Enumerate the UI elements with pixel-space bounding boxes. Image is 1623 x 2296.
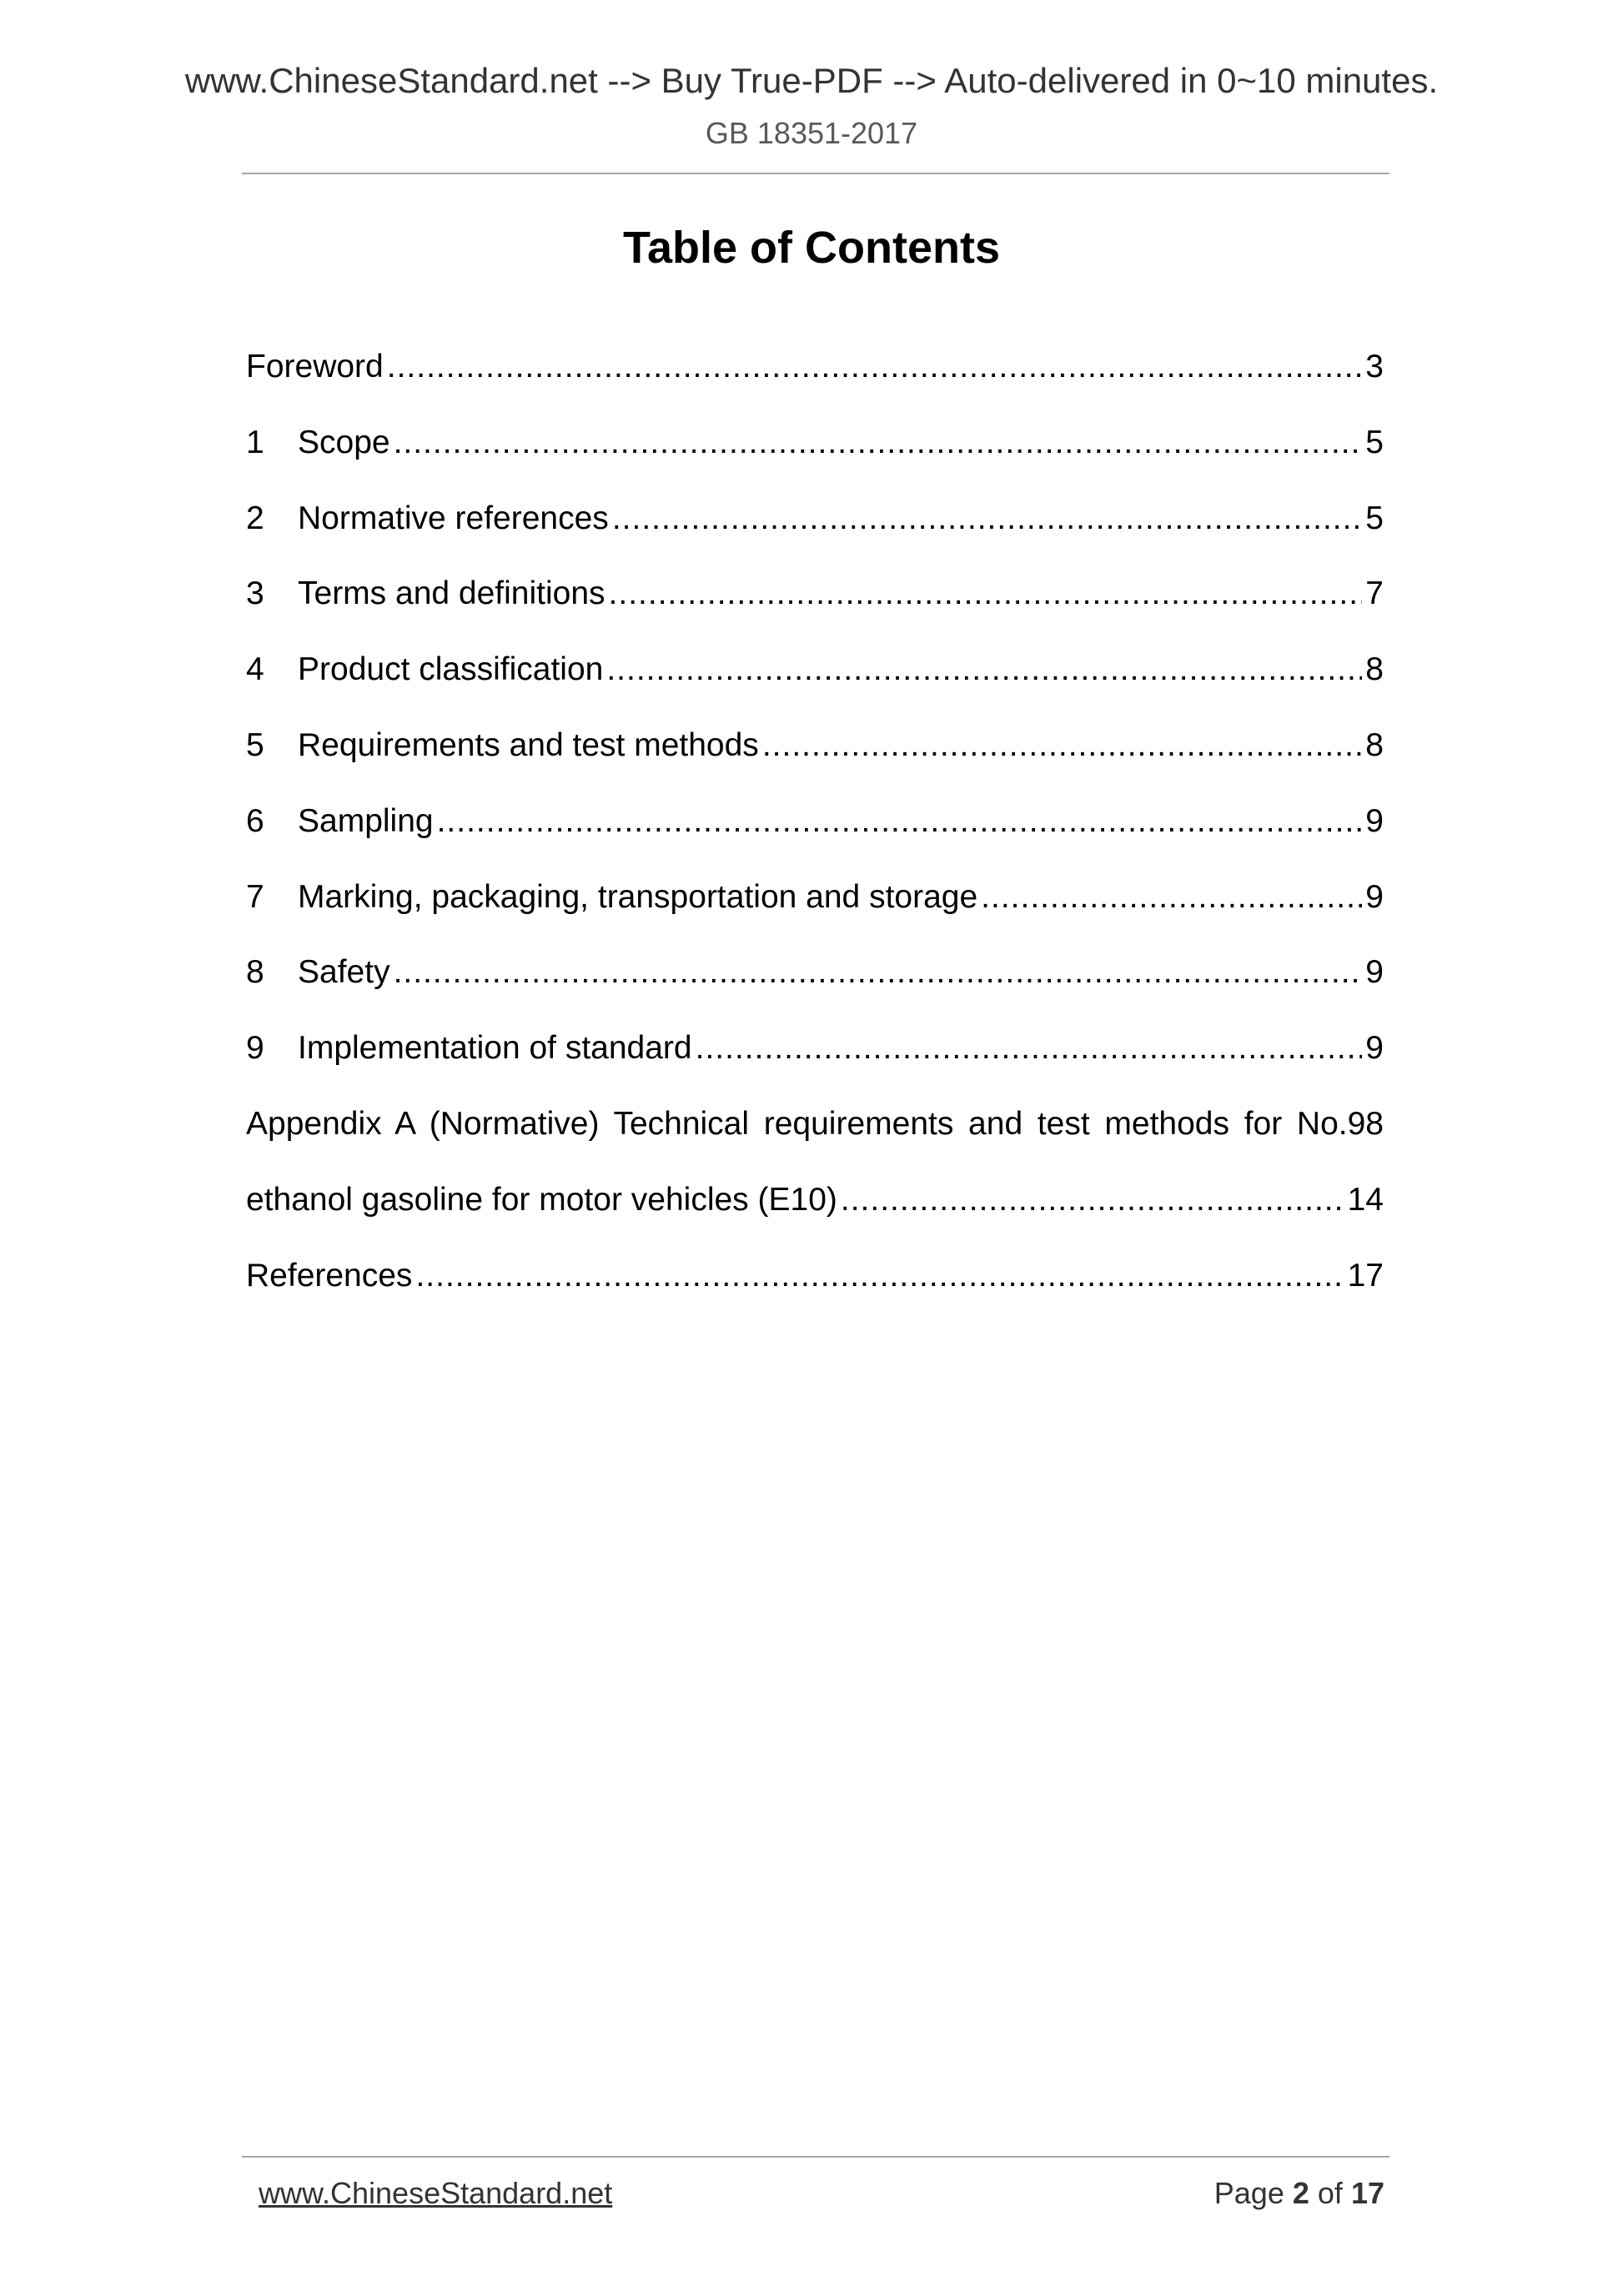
toc-entry-appendix-a-continued[interactable] bbox=[246, 1183, 1384, 1259]
toc-entry-label: Terms and definitions bbox=[298, 575, 605, 612]
toc-dot-leader bbox=[696, 1032, 1363, 1064]
toc-entry-label: ethanol gasoline for motor vehicles (E10) bbox=[246, 1181, 837, 1218]
toc-entry-page: 9 bbox=[1365, 954, 1384, 991]
toc-entry-label: Product classification bbox=[298, 651, 604, 688]
page-number bbox=[1214, 2178, 1384, 2208]
toc-entry-page: 17 bbox=[1347, 1257, 1384, 1294]
page-current: 2 bbox=[1292, 2176, 1309, 2210]
toc-entry-number: 6 bbox=[246, 802, 264, 839]
toc-entry-label: References bbox=[246, 1257, 413, 1294]
toc-dot-leader bbox=[762, 729, 1362, 761]
toc-dot-leader bbox=[437, 805, 1363, 837]
toc-dot-leader bbox=[387, 350, 1363, 383]
toc-entry-page: 5 bbox=[1365, 424, 1384, 460]
toc-entry-page: 8 bbox=[1365, 651, 1384, 688]
header-banner: www.ChineseStandard.net --> Buy True-PDF --> Auto-delivered in 0~10 minutes. bbox=[184, 61, 1439, 100]
toc-entry-label: Requirements and test methods bbox=[298, 726, 759, 763]
toc-dot-leader bbox=[841, 1183, 1344, 1216]
toc-entry-8[interactable] bbox=[246, 956, 1384, 1032]
toc-entry-label: Normative references bbox=[298, 500, 609, 536]
toc-entry-page: 7 bbox=[1365, 575, 1384, 612]
toc-entry-1[interactable] bbox=[246, 426, 1384, 502]
toc-dot-leader bbox=[394, 956, 1363, 988]
footer-website-link[interactable]: www.ChineseStandard.net bbox=[259, 2176, 613, 2210]
toc-entry-6[interactable] bbox=[246, 802, 1384, 881]
header-divider bbox=[242, 173, 1389, 174]
toc-entry-label: Foreword bbox=[246, 349, 384, 384]
toc-entry-number: 2 bbox=[246, 500, 264, 536]
toc-entry-number: 9 bbox=[246, 1030, 264, 1067]
toc-entry-label: Marking, packaging, transportation and storage bbox=[298, 878, 978, 915]
toc-dot-leader bbox=[415, 1259, 1344, 1292]
toc-entry-label: Scope bbox=[298, 424, 390, 460]
toc-entry-2[interactable] bbox=[246, 502, 1384, 578]
toc-entry-page: 14 bbox=[1347, 1181, 1384, 1218]
toc-dot-leader bbox=[981, 881, 1362, 913]
toc-entry-references[interactable] bbox=[246, 1259, 1384, 1335]
toc-dot-leader bbox=[394, 426, 1363, 459]
toc-entry-label: Safety bbox=[298, 954, 390, 991]
toc-entry-label: Appendix A (Normative) Technical requirements and test methods for No.98 bbox=[246, 1105, 1384, 1142]
toc-entry-9[interactable] bbox=[246, 1032, 1384, 1108]
toc-entry-number: 5 bbox=[246, 726, 264, 763]
footer-divider bbox=[242, 2156, 1389, 2158]
toc-dot-leader bbox=[606, 653, 1362, 686]
toc-dot-leader bbox=[609, 577, 1363, 610]
page-prefix: Page bbox=[1213, 2176, 1284, 2210]
toc-entry-page: 8 bbox=[1365, 726, 1384, 763]
toc-entry-4[interactable] bbox=[246, 653, 1384, 729]
toc-entry-label: Sampling bbox=[298, 802, 434, 839]
toc-entry-7[interactable] bbox=[246, 878, 1384, 957]
page-title: Table of Contents bbox=[623, 223, 1000, 273]
toc-entry-3[interactable] bbox=[246, 577, 1384, 653]
toc-entry-page: 5 bbox=[1365, 500, 1384, 536]
toc-entry-5[interactable] bbox=[246, 726, 1384, 805]
toc-entry-number: 3 bbox=[246, 575, 264, 612]
toc-dot-leader bbox=[612, 502, 1362, 535]
toc-entry-page: 9 bbox=[1365, 878, 1384, 915]
toc-entry-number: 7 bbox=[246, 878, 264, 915]
toc-entry-label: Implementation of standard bbox=[298, 1030, 692, 1067]
toc-entry-number: 4 bbox=[246, 651, 264, 688]
standard-code: GB 18351-2017 bbox=[705, 116, 918, 150]
table-of-contents bbox=[246, 350, 1384, 1334]
toc-entry-page: 9 bbox=[1365, 1030, 1384, 1067]
toc-entry-number: 8 bbox=[246, 954, 264, 991]
toc-entry-number: 1 bbox=[246, 424, 264, 460]
toc-entry-appendix-a[interactable] bbox=[246, 1105, 1384, 1183]
page-of: of bbox=[1317, 2176, 1343, 2210]
page-total: 17 bbox=[1350, 2176, 1384, 2210]
toc-entry-page: 9 bbox=[1365, 802, 1384, 839]
toc-entry-page: 3 bbox=[1365, 349, 1384, 384]
toc-entry-foreword[interactable] bbox=[246, 350, 1384, 426]
